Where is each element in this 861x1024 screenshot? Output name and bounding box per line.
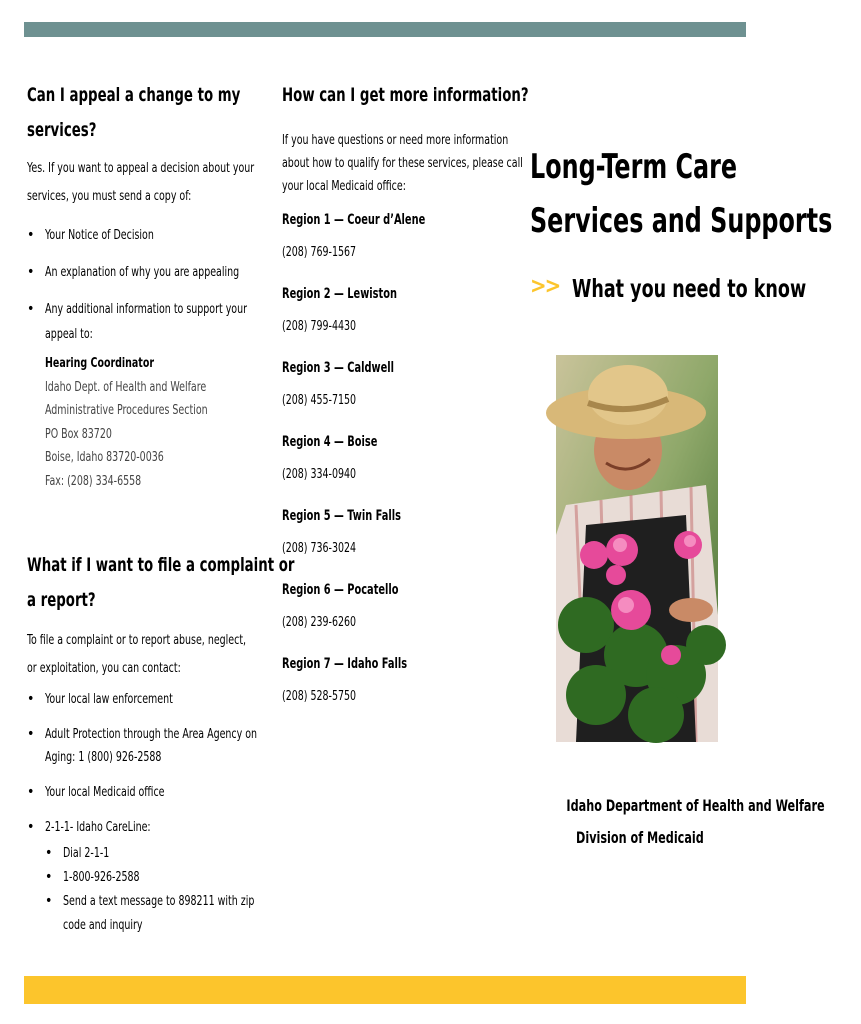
cover-photo xyxy=(556,355,718,742)
region-entry: Region 1 — Coeur d’Alene (208) 769-1567 xyxy=(282,212,426,260)
region-entry: Region 5 — Twin Falls (208) 736-3024 xyxy=(282,508,401,556)
list-item: • Send a text message to 898211 with zip code and inquiry xyxy=(45,889,227,937)
region-entry: Region 3 — Caldwell (208) 455-7150 xyxy=(282,360,395,408)
list-item: • Your local Medicaid office xyxy=(27,781,227,804)
address-title: Hearing Coordinator xyxy=(45,355,155,371)
brochure-title: Long-Term Care Services and Supports xyxy=(530,147,833,241)
double-chevron-icon: >> xyxy=(530,274,560,299)
list-item: • Your Notice of Decision xyxy=(27,224,227,247)
complaint-section xyxy=(27,548,295,937)
appeal-list xyxy=(27,224,248,346)
list-item: • 1-800-926-2588 xyxy=(45,865,227,889)
bottom-color-band xyxy=(24,976,746,1004)
column-middle xyxy=(282,78,529,706)
list-item: • Dial 2-1-1 xyxy=(45,841,227,865)
top-color-band xyxy=(24,22,746,37)
tagline-text: What you need to know xyxy=(572,274,807,303)
complaint-heading: What if I want to file a complaint or a report? xyxy=(27,554,295,611)
organization-name: Idaho Department of Health and Welfare Division of Medicaid xyxy=(566,796,825,847)
careline-sublist xyxy=(45,841,255,937)
list-item: • Any additional information to support your appeal to: xyxy=(27,298,227,346)
region-entry: Region 2 — Lewiston (208) 799-4430 xyxy=(282,286,397,334)
region-list xyxy=(282,210,492,706)
appeal-heading: Can I appeal a change to my services? xyxy=(27,84,241,141)
info-heading: How can I get more information? xyxy=(282,84,529,106)
region-entry: Region 7 — Idaho Falls (208) 528-5750 xyxy=(282,656,408,704)
region-entry: Region 6 — Pocatello (208) 239-6260 xyxy=(282,582,399,630)
tagline xyxy=(530,272,807,303)
list-item: • Adult Protection through the Area Agency on Aging: 1 (800) 926-2588 xyxy=(27,723,227,769)
list-item: • 2-1-1- Idaho CareLine: • Dial 2-1-1 • 1-800-926-2588 • Send a text message to 898211 with zip code and inquiry xyxy=(27,816,227,937)
appeal-intro: Yes. If you want to appeal a decision about your services, you must send a copy of: xyxy=(27,160,255,204)
hearing-address: Hearing Coordinator Idaho Dept. of Health and Welfare Administrative Procedures Section PO Box 83720 Boise, Idaho 83720-0036 Fax: (208) 334-6558 xyxy=(45,352,227,493)
list-item: • Your local law enforcement xyxy=(27,688,227,711)
region-entry: Region 4 — Boise (208) 334-0940 xyxy=(282,434,378,482)
cover-panel xyxy=(530,140,833,303)
info-intro: If you have questions or need more information about how to qualify for these services, please call your local Medicaid office: xyxy=(282,132,523,194)
column-left xyxy=(27,78,295,933)
gardener-with-geraniums-image xyxy=(556,355,718,742)
list-item: • An explanation of why you are appealing xyxy=(27,261,227,284)
complaint-intro: To file a complaint or to report abuse, neglect, or exploitation, you can contact: xyxy=(27,632,247,676)
appeal-section xyxy=(27,78,255,493)
complaint-list xyxy=(27,688,258,937)
